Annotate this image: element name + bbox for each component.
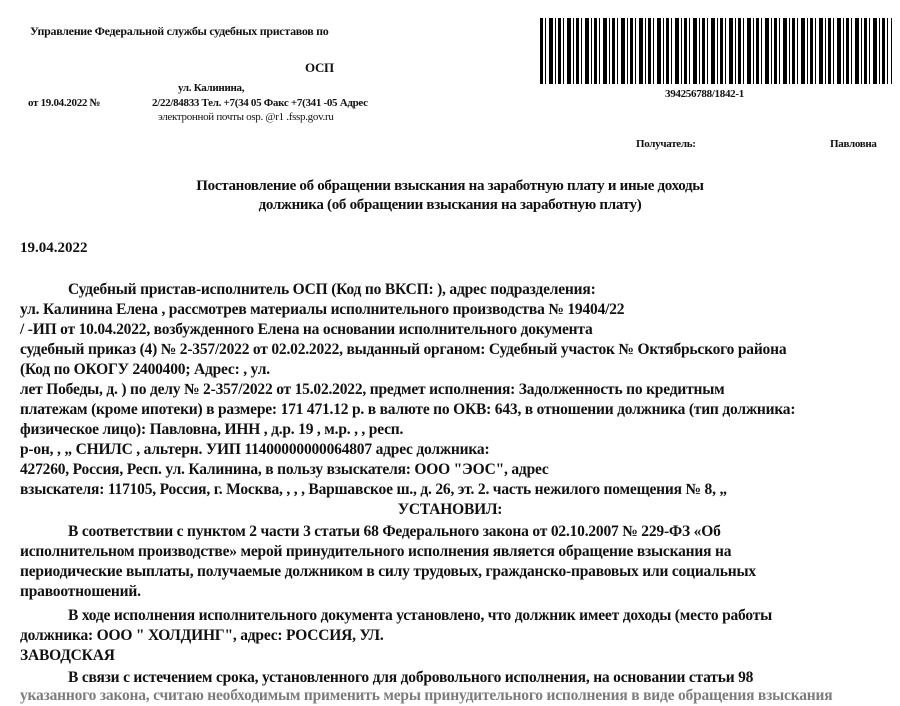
body-line: лет Победы, д. ) по делу № 2-357/2022 от 15.02.2022, предмет исполнения: Задолженность по кредитным [20, 381, 725, 398]
body-line: судебный приказ (4) № 2-357/2022 от 02.02.2022, выданный органом: Судебный участок № Октябрьского района [20, 341, 787, 358]
body-line: платежам (кроме ипотеки) в размере: 171 471.12 р. в валюте по ОКВ: 643, в отношении должника (тип должника: [20, 401, 796, 418]
body-line: В ходе исполнения исполнительного документа установлено, что должник имеет доходы (место работы [68, 607, 773, 624]
body-line: физическое лицо): Павловна, ИНН , д.р. 19 , м.р. , , респ. [20, 421, 404, 438]
body-line: должника: ООО " ХОЛДИНГ", адрес: РОССИЯ, УЛ. [20, 627, 384, 644]
recipient-label: Получатель: [636, 138, 696, 150]
recipient-name: Павловна [830, 138, 877, 150]
document-title-line2: должника (об обращении взыскания на заработную плату) [258, 197, 642, 213]
body-line: В связи с истечением срока, установленного для добровольного исполнения, на основании статьи 98 [68, 669, 754, 686]
body-line: взыскателя: 117105, Россия, г. Москва, , , , Варшавское ш., д. 26, эт. 2. часть нежилого помещения № 8, „ [20, 481, 727, 498]
body-line: ЗАВОДСКАЯ [20, 647, 115, 664]
barcode-number: 394256788/1842-1 [665, 88, 744, 100]
body-line: р-он, , „ СНИЛС , альтерн. УИП 11400000000064807 адрес должника: [20, 441, 490, 458]
document-title-line1: Постановление об обращении взыскания на заработную плату и иные доходы [196, 178, 704, 194]
body-line: Судебный пристав-исполнитель ОСП (Код по ВКСП: ), адрес подразделения: [68, 281, 596, 298]
section-heading-ustanovil: УСТАНОВИЛ: [397, 501, 503, 518]
body-line: указанного закона, считаю необходимым применить меры принудительного исполнения в виде обращения взыскания [20, 687, 833, 704]
barcode [540, 18, 892, 84]
header-address: ул. Калинина, [178, 82, 245, 94]
body-line: (Код по ОКОГУ 2400400; Адрес: , ул. [20, 361, 270, 378]
body-line: правоотношений. [20, 583, 141, 600]
body-line: исполнительном производстве» мерой принудительного исполнения является обращение взыскания на [20, 543, 732, 560]
header-agency-line: Управление Федеральной службы судебных приставов по [30, 24, 329, 38]
header-osp: ОСП [305, 60, 334, 75]
header-email: электронной почты osp. @r1 .fssp.gov.ru [158, 111, 334, 123]
header-contacts: 2/22/84833 Тел. +7(34 05 Факс +7(341 -05 Адрес [152, 97, 368, 109]
body-line: / -ИП от 10.04.2022, возбужденного Елена на основании исполнительного документа [20, 321, 593, 338]
body-line: ул. Калинина Елена , рассмотрев материалы исполнительного производства № 19404/22 [20, 301, 625, 318]
header-date: от 19.04.2022 № [28, 97, 101, 109]
body-line: 427260, Россия, Респ. ул. Калинина, в пользу взыскателя: ООО "ЭОС", адрес [20, 461, 549, 478]
document-date: 19.04.2022 [20, 240, 88, 256]
body-line: В соответствии с пунктом 2 части 3 статьи 68 Федерального закона от 02.10.2007 № 229-ФЗ «Об [68, 523, 721, 540]
body-line: периодические выплаты, получаемые должником в силу трудовых, гражданско-правовых или социальных [20, 563, 756, 580]
